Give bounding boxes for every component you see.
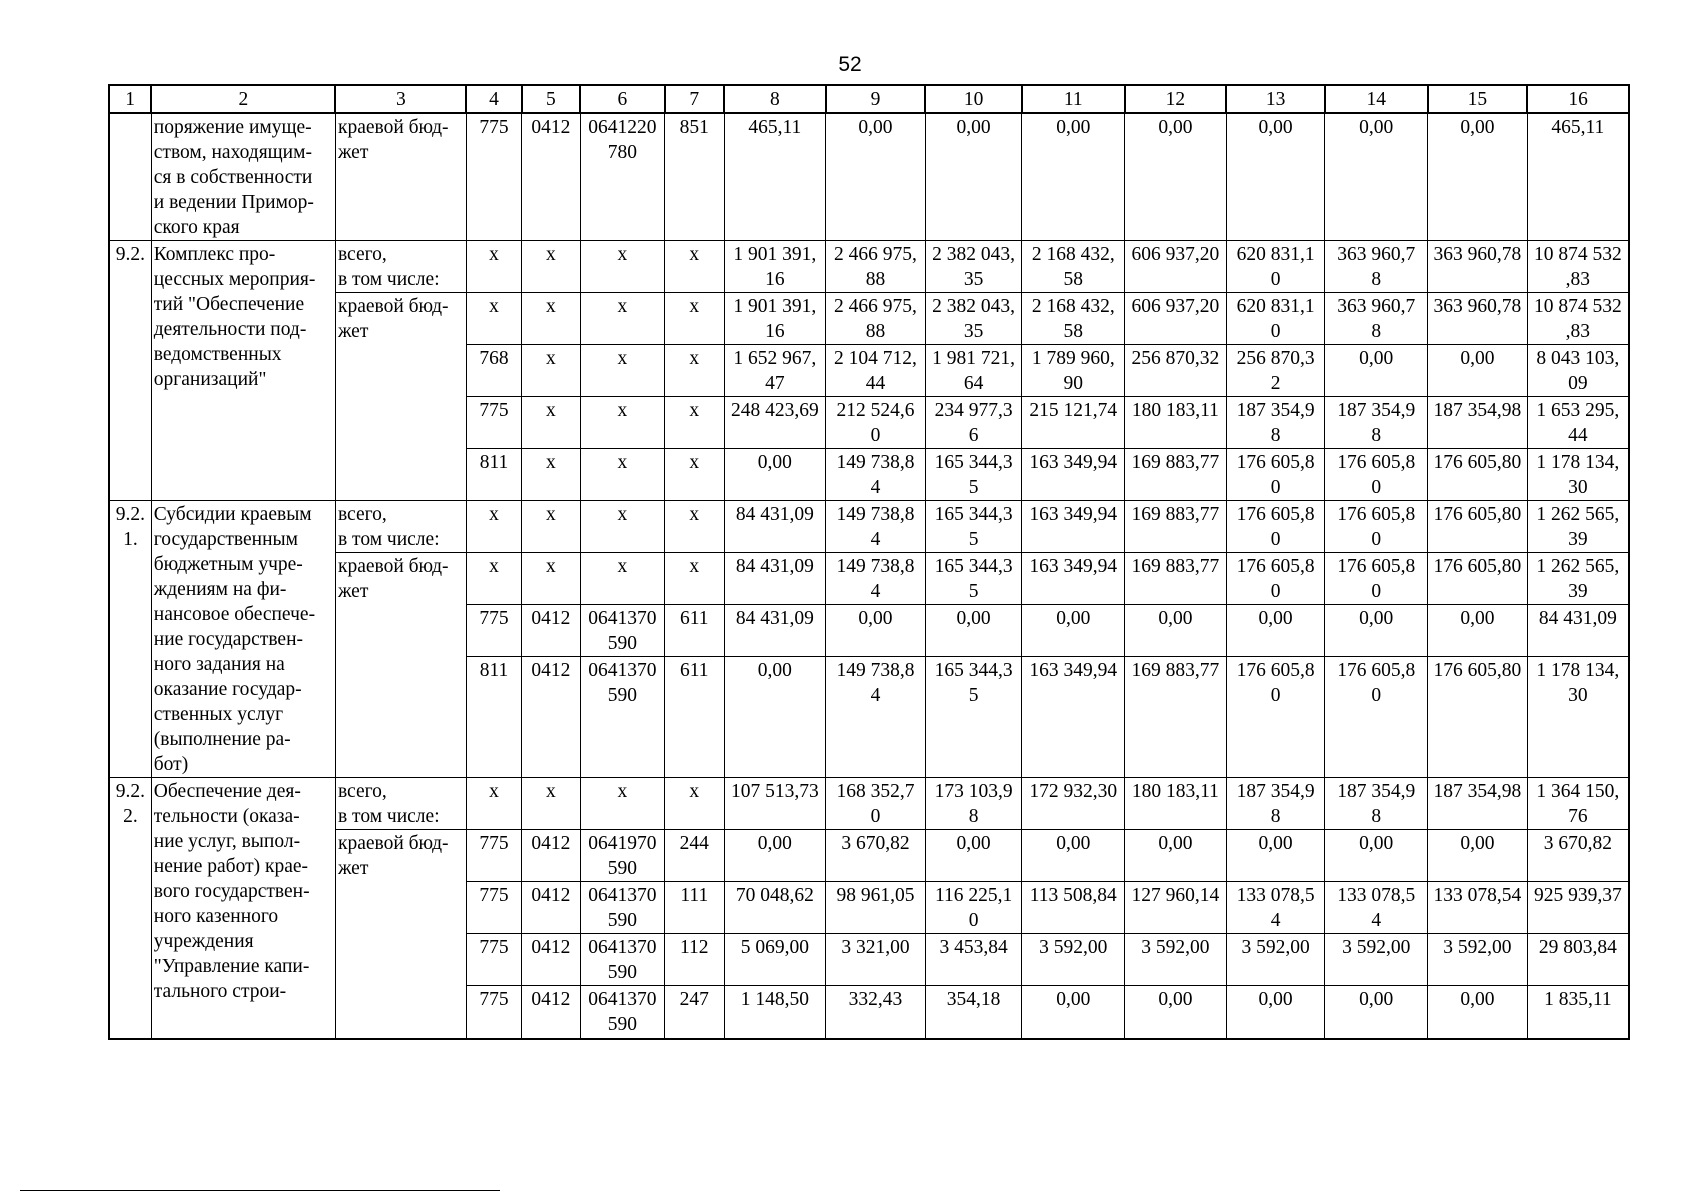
value-cell: х [522, 501, 580, 553]
value-cell: 244 [665, 830, 724, 882]
value-cell: 256 870,32 [1125, 345, 1227, 397]
value-cell: 187 354,98 [1428, 397, 1528, 449]
value-cell: х [466, 778, 521, 830]
value-cell: х [580, 449, 665, 501]
value-cell: 0,00 [724, 449, 826, 501]
column-header: 6 [580, 85, 665, 113]
value-cell: 1 148,50 [724, 986, 826, 1039]
column-header: 16 [1527, 85, 1629, 113]
row-number-cell [109, 113, 151, 241]
value-cell: 606 937,20 [1125, 241, 1227, 293]
value-cell: 187 354,9 8 [1325, 397, 1428, 449]
value-cell: 0,00 [826, 113, 926, 241]
value-cell: 84 431,09 [724, 553, 826, 605]
value-cell: 113 508,84 [1022, 882, 1125, 934]
value-cell: 3 592,00 [1125, 934, 1227, 986]
value-cell: 2 382 043, 35 [925, 241, 1022, 293]
value-cell: 775 [466, 986, 521, 1039]
column-header: 12 [1125, 85, 1227, 113]
value-cell: х [522, 345, 580, 397]
value-cell: 1 653 295, 44 [1527, 397, 1629, 449]
value-cell: 176 605,80 [1428, 657, 1528, 778]
funding-source-cell: краевой бюд- жет [335, 113, 466, 241]
value-cell: 1 178 134, 30 [1527, 449, 1629, 501]
value-cell: 465,11 [1527, 113, 1629, 241]
budget-table [108, 84, 1630, 1040]
table-row [109, 553, 1629, 605]
value-cell: 354,18 [925, 986, 1022, 1039]
value-cell: 3 592,00 [1428, 934, 1528, 986]
value-cell: 163 349,94 [1022, 449, 1125, 501]
value-cell: 0,00 [1325, 345, 1428, 397]
value-cell: 149 738,8 4 [826, 501, 926, 553]
value-cell: 1 364 150, 76 [1527, 778, 1629, 830]
value-cell: 0,00 [826, 605, 926, 657]
value-cell: 0,00 [1125, 605, 1227, 657]
value-cell: 10 874 532 ,83 [1527, 241, 1629, 293]
page-number: 52 [838, 53, 862, 76]
value-cell: 165 344,3 5 [925, 553, 1022, 605]
value-cell: 176 605,8 0 [1325, 553, 1428, 605]
value-cell: 775 [466, 830, 521, 882]
value-cell: 0412 [522, 986, 580, 1039]
value-cell: 149 738,8 4 [826, 657, 926, 778]
value-cell: 0,00 [724, 830, 826, 882]
funding-source-cell: краевой бюд- жет [335, 553, 466, 778]
value-cell: 116 225,1 0 [925, 882, 1022, 934]
value-cell: 0412 [522, 934, 580, 986]
value-cell: 112 [665, 934, 724, 986]
value-cell: 133 078,5 4 [1325, 882, 1428, 934]
value-cell: 0412 [522, 605, 580, 657]
value-cell: 0,00 [1428, 113, 1528, 241]
value-cell: 165 344,3 5 [925, 501, 1022, 553]
value-cell: 0641370 590 [580, 882, 665, 934]
column-header: 1 [109, 85, 151, 113]
row-number-cell: 9.2. 1. [109, 501, 151, 778]
column-header: 9 [826, 85, 926, 113]
value-cell: 1 262 565, 39 [1527, 501, 1629, 553]
value-cell: 2 104 712, 44 [826, 345, 926, 397]
value-cell: 172 932,30 [1022, 778, 1125, 830]
value-cell: х [466, 553, 521, 605]
value-cell: 84 431,09 [724, 605, 826, 657]
value-cell: 0,00 [1226, 605, 1325, 657]
value-cell: х [665, 501, 724, 553]
table-row [109, 241, 1629, 293]
value-cell: 0,00 [1325, 113, 1428, 241]
value-cell: х [580, 553, 665, 605]
budget-table-container [108, 84, 1630, 1040]
value-cell: 169 883,77 [1125, 501, 1227, 553]
value-cell: 332,43 [826, 986, 926, 1039]
value-cell: 29 803,84 [1527, 934, 1629, 986]
table-row [109, 501, 1629, 553]
value-cell: 0,00 [925, 113, 1022, 241]
value-cell: 2 466 975, 88 [826, 293, 926, 345]
value-cell: 0,00 [1022, 605, 1125, 657]
value-cell: 8 043 103, 09 [1527, 345, 1629, 397]
value-cell: 0,00 [1428, 605, 1528, 657]
column-header: 3 [335, 85, 466, 113]
value-cell: 363 960,7 8 [1325, 293, 1428, 345]
value-cell: 3 592,00 [1325, 934, 1428, 986]
value-cell: 363 960,78 [1428, 293, 1528, 345]
value-cell: х [665, 397, 724, 449]
value-cell: х [522, 293, 580, 345]
value-cell: 248 423,69 [724, 397, 826, 449]
value-cell: 2 168 432, 58 [1022, 241, 1125, 293]
value-cell: 2 168 432, 58 [1022, 293, 1125, 345]
value-cell: 176 605,8 0 [1226, 553, 1325, 605]
value-cell: 0,00 [1325, 605, 1428, 657]
value-cell: 173 103,9 8 [925, 778, 1022, 830]
column-header: 10 [925, 85, 1022, 113]
value-cell: 0412 [522, 113, 580, 241]
value-cell: 775 [466, 882, 521, 934]
value-cell: 1 652 967, 47 [724, 345, 826, 397]
value-cell: х [580, 501, 665, 553]
value-cell: 10 874 532 ,83 [1527, 293, 1629, 345]
value-cell: 3 592,00 [1022, 934, 1125, 986]
value-cell: 0,00 [1125, 986, 1227, 1039]
value-cell: 187 354,9 8 [1226, 778, 1325, 830]
value-cell: 0641970 590 [580, 830, 665, 882]
value-cell: 163 349,94 [1022, 657, 1125, 778]
value-cell: 84 431,09 [1527, 605, 1629, 657]
value-cell: 84 431,09 [724, 501, 826, 553]
column-header: 15 [1428, 85, 1528, 113]
column-header: 7 [665, 85, 724, 113]
value-cell: 775 [466, 113, 521, 241]
value-cell: 3 670,82 [1527, 830, 1629, 882]
footnote-divider [20, 1190, 500, 1191]
funding-source-cell: краевой бюд- жет [335, 293, 466, 501]
funding-source-cell: краевой бюд- жет [335, 830, 466, 1039]
value-cell: х [665, 241, 724, 293]
value-cell: 0641370 590 [580, 657, 665, 778]
value-cell: 176 605,80 [1428, 501, 1528, 553]
value-cell: 133 078,5 4 [1226, 882, 1325, 934]
value-cell: 851 [665, 113, 724, 241]
row-name-cell: Комплекс про- цессных мероприя- тий "Обеспечение деятельности под- ведомственных организаций" [151, 241, 335, 501]
value-cell: 1 789 960, 90 [1022, 345, 1125, 397]
value-cell: х [466, 241, 521, 293]
value-cell: 0641370 590 [580, 934, 665, 986]
value-cell: 2 382 043, 35 [925, 293, 1022, 345]
column-header: 14 [1325, 85, 1428, 113]
value-cell: 70 048,62 [724, 882, 826, 934]
value-cell: 149 738,8 4 [826, 553, 926, 605]
row-name-cell: поряжение имуще- ством, находящим- ся в собственности и ведении Примор- ского края [151, 113, 335, 241]
value-cell: х [580, 241, 665, 293]
value-cell: 620 831,1 0 [1226, 241, 1325, 293]
value-cell: 165 344,3 5 [925, 657, 1022, 778]
value-cell: х [580, 293, 665, 345]
value-cell: 363 960,7 8 [1325, 241, 1428, 293]
value-cell: 0,00 [1428, 345, 1528, 397]
value-cell: х [522, 553, 580, 605]
value-cell: 0412 [522, 657, 580, 778]
value-cell: 0,00 [1226, 986, 1325, 1039]
value-cell: 215 121,74 [1022, 397, 1125, 449]
value-cell: 775 [466, 934, 521, 986]
value-cell: 925 939,37 [1527, 882, 1629, 934]
value-cell: 2 466 975, 88 [826, 241, 926, 293]
value-cell: х [522, 397, 580, 449]
value-cell: х [665, 345, 724, 397]
value-cell: 176 605,80 [1428, 553, 1528, 605]
table-row [109, 113, 1629, 241]
value-cell: 1 262 565, 39 [1527, 553, 1629, 605]
value-cell: х [665, 449, 724, 501]
value-cell: 180 183,11 [1125, 397, 1227, 449]
value-cell: 0,00 [724, 657, 826, 778]
row-name-cell: Обеспечение дея- тельности (оказа- ние услуг, выпол- нение работ) крае- вого государствен- ного казенного учреждения "Управление капи- тального строи- [151, 778, 335, 1039]
value-cell: 5 069,00 [724, 934, 826, 986]
value-cell: х [466, 501, 521, 553]
value-cell: х [580, 345, 665, 397]
value-cell: 187 354,9 8 [1325, 778, 1428, 830]
value-cell: 168 352,7 0 [826, 778, 926, 830]
value-cell: 0,00 [1226, 830, 1325, 882]
value-cell: 234 977,3 6 [925, 397, 1022, 449]
value-cell: х [522, 778, 580, 830]
value-cell: 247 [665, 986, 724, 1039]
value-cell: 775 [466, 397, 521, 449]
value-cell: 0,00 [1428, 986, 1528, 1039]
value-cell: 0,00 [1428, 830, 1528, 882]
funding-source-cell: всего, в том числе: [335, 778, 466, 830]
value-cell: 0,00 [1022, 113, 1125, 241]
value-cell: 176 605,8 0 [1325, 449, 1428, 501]
table-row [109, 778, 1629, 830]
value-cell: 775 [466, 605, 521, 657]
value-cell: 169 883,77 [1125, 553, 1227, 605]
column-header: 4 [466, 85, 521, 113]
value-cell: 176 605,8 0 [1325, 501, 1428, 553]
funding-source-cell: всего, в том числе: [335, 501, 466, 553]
value-cell: 0641220 780 [580, 113, 665, 241]
column-header: 8 [724, 85, 826, 113]
value-cell: 0412 [522, 882, 580, 934]
value-cell: 127 960,14 [1125, 882, 1227, 934]
row-number-cell: 9.2. [109, 241, 151, 501]
value-cell: 163 349,94 [1022, 553, 1125, 605]
value-cell: 620 831,1 0 [1226, 293, 1325, 345]
value-cell: 111 [665, 882, 724, 934]
value-cell: 212 524,6 0 [826, 397, 926, 449]
value-cell: 811 [466, 657, 521, 778]
value-cell: 611 [665, 657, 724, 778]
value-cell: 0,00 [925, 830, 1022, 882]
value-cell: 3 670,82 [826, 830, 926, 882]
value-cell: 611 [665, 605, 724, 657]
value-cell: 176 605,8 0 [1226, 657, 1325, 778]
value-cell: 3 592,00 [1226, 934, 1325, 986]
value-cell: 0641370 590 [580, 986, 665, 1039]
value-cell: 176 605,80 [1428, 449, 1528, 501]
value-cell: 811 [466, 449, 521, 501]
value-cell: 149 738,8 4 [826, 449, 926, 501]
value-cell: 0,00 [1022, 986, 1125, 1039]
value-cell: 0,00 [1226, 113, 1325, 241]
value-cell: х [522, 449, 580, 501]
value-cell: 3 321,00 [826, 934, 926, 986]
table-row [109, 293, 1629, 345]
value-cell: 768 [466, 345, 521, 397]
value-cell: 176 605,8 0 [1325, 657, 1428, 778]
value-cell: х [580, 397, 665, 449]
column-header: 11 [1022, 85, 1125, 113]
value-cell: 107 513,73 [724, 778, 826, 830]
column-header: 2 [151, 85, 335, 113]
value-cell: 606 937,20 [1125, 293, 1227, 345]
column-header: 5 [522, 85, 580, 113]
value-cell: 0,00 [1022, 830, 1125, 882]
value-cell: 98 961,05 [826, 882, 926, 934]
value-cell: 165 344,3 5 [925, 449, 1022, 501]
value-cell: 1 835,11 [1527, 986, 1629, 1039]
value-cell: 0412 [522, 830, 580, 882]
value-cell: 0,00 [1325, 986, 1428, 1039]
value-cell: 0,00 [1125, 113, 1227, 241]
value-cell: 0641370 590 [580, 605, 665, 657]
row-number-cell: 9.2. 2. [109, 778, 151, 1039]
value-cell: 176 605,8 0 [1226, 449, 1325, 501]
value-cell: 256 870,3 2 [1226, 345, 1325, 397]
value-cell: 0,00 [1325, 830, 1428, 882]
value-cell: х [466, 293, 521, 345]
value-cell: 3 453,84 [925, 934, 1022, 986]
value-cell: 0,00 [1125, 830, 1227, 882]
column-header: 13 [1226, 85, 1325, 113]
value-cell: х [665, 293, 724, 345]
value-cell: 133 078,54 [1428, 882, 1528, 934]
value-cell: 1 178 134, 30 [1527, 657, 1629, 778]
value-cell: 363 960,78 [1428, 241, 1528, 293]
value-cell: 169 883,77 [1125, 449, 1227, 501]
value-cell: 1 981 721, 64 [925, 345, 1022, 397]
funding-source-cell: всего, в том числе: [335, 241, 466, 293]
value-cell: 187 354,9 8 [1226, 397, 1325, 449]
row-name-cell: Субсидии краевым государственным бюджетным учре- ждениям на фи- нансовое обеспече- ние государствен- ного задания на оказание государ- ственных услуг (выполнение ра- бот) [151, 501, 335, 778]
value-cell: 163 349,94 [1022, 501, 1125, 553]
value-cell: х [522, 241, 580, 293]
value-cell: 180 183,11 [1125, 778, 1227, 830]
value-cell: 176 605,8 0 [1226, 501, 1325, 553]
value-cell: 187 354,98 [1428, 778, 1528, 830]
value-cell: 465,11 [724, 113, 826, 241]
value-cell: 1 901 391, 16 [724, 241, 826, 293]
value-cell: х [580, 778, 665, 830]
value-cell: х [665, 553, 724, 605]
value-cell: 0,00 [925, 605, 1022, 657]
value-cell: 1 901 391, 16 [724, 293, 826, 345]
value-cell: х [665, 778, 724, 830]
header-row [109, 85, 1629, 113]
table-row [109, 830, 1629, 882]
value-cell: 169 883,77 [1125, 657, 1227, 778]
